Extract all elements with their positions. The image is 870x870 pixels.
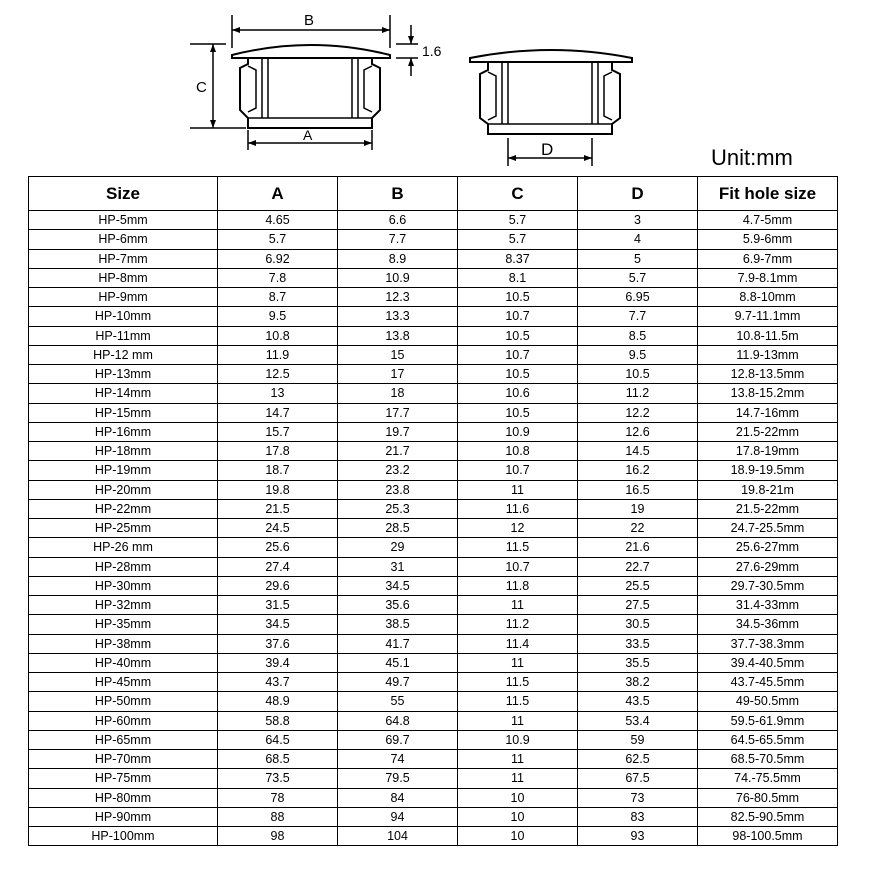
cell-size: HP-18mm [29, 442, 218, 461]
cell-fit-hole-size: 12.8-13.5mm [698, 365, 838, 384]
label-a: A [303, 127, 313, 143]
cell-c: 11 [458, 653, 578, 672]
cell-d: 14.5 [578, 442, 698, 461]
cell-b: 79.5 [338, 769, 458, 788]
cell-size: HP-45mm [29, 673, 218, 692]
cell-size: HP-90mm [29, 807, 218, 826]
cell-fit-hole-size: 11.9-13mm [698, 345, 838, 364]
cell-c: 8.37 [458, 249, 578, 268]
cell-b: 31 [338, 557, 458, 576]
cell-c: 10 [458, 807, 578, 826]
table-row [29, 557, 838, 576]
table-row [29, 480, 838, 499]
spec-table [28, 176, 838, 846]
cell-size: HP-14mm [29, 384, 218, 403]
cell-c: 11.5 [458, 673, 578, 692]
cell-b: 8.9 [338, 249, 458, 268]
cell-c: 10.5 [458, 403, 578, 422]
cell-d: 25.5 [578, 576, 698, 595]
cell-d: 33.5 [578, 634, 698, 653]
cell-size: HP-70mm [29, 750, 218, 769]
cell-a: 25.6 [218, 538, 338, 557]
cell-d: 67.5 [578, 769, 698, 788]
cell-fit-hole-size: 27.6-29mm [698, 557, 838, 576]
cell-b: 84 [338, 788, 458, 807]
cell-b: 21.7 [338, 442, 458, 461]
cell-d: 73 [578, 788, 698, 807]
header-c: C [458, 177, 578, 211]
cell-size: HP-15mm [29, 403, 218, 422]
cell-a: 68.5 [218, 750, 338, 769]
cell-b: 13.3 [338, 307, 458, 326]
cell-fit-hole-size: 74.-75.5mm [698, 769, 838, 788]
cell-b: 6.6 [338, 211, 458, 230]
cell-b: 45.1 [338, 653, 458, 672]
cell-size: HP-11mm [29, 326, 218, 345]
cell-d: 12.6 [578, 422, 698, 441]
cell-size: HP-75mm [29, 769, 218, 788]
cell-b: 35.6 [338, 596, 458, 615]
cell-d: 3 [578, 211, 698, 230]
cell-b: 104 [338, 827, 458, 846]
cell-d: 9.5 [578, 345, 698, 364]
cell-a: 7.8 [218, 268, 338, 287]
cell-c: 11 [458, 480, 578, 499]
cell-c: 11 [458, 596, 578, 615]
cell-b: 94 [338, 807, 458, 826]
cell-a: 73.5 [218, 769, 338, 788]
cell-a: 78 [218, 788, 338, 807]
cell-c: 8.1 [458, 268, 578, 287]
cell-d: 62.5 [578, 750, 698, 769]
cell-b: 29 [338, 538, 458, 557]
cell-a: 13 [218, 384, 338, 403]
cell-fit-hole-size: 7.9-8.1mm [698, 268, 838, 287]
table-row [29, 711, 838, 730]
table-row [29, 576, 838, 595]
cell-size: HP-50mm [29, 692, 218, 711]
table-row [29, 538, 838, 557]
cell-a: 98 [218, 827, 338, 846]
cell-size: HP-10mm [29, 307, 218, 326]
cell-c: 10.9 [458, 422, 578, 441]
cell-fit-hole-size: 14.7-16mm [698, 403, 838, 422]
cell-fit-hole-size: 24.7-25.5mm [698, 519, 838, 538]
cell-b: 17 [338, 365, 458, 384]
cell-b: 19.7 [338, 422, 458, 441]
cell-d: 27.5 [578, 596, 698, 615]
cell-d: 38.2 [578, 673, 698, 692]
cell-fit-hole-size: 64.5-65.5mm [698, 730, 838, 749]
header-a: A [218, 177, 338, 211]
cell-c: 11.6 [458, 499, 578, 518]
cell-d: 22.7 [578, 557, 698, 576]
cell-size: HP-32mm [29, 596, 218, 615]
cell-d: 43.5 [578, 692, 698, 711]
table-row [29, 519, 838, 538]
table-header-row [29, 177, 838, 211]
cell-d: 30.5 [578, 615, 698, 634]
cell-fit-hole-size: 29.7-30.5mm [698, 576, 838, 595]
cell-c: 10.5 [458, 326, 578, 345]
cell-c: 12 [458, 519, 578, 538]
cell-a: 29.6 [218, 576, 338, 595]
cell-fit-hole-size: 5.9-6mm [698, 230, 838, 249]
cell-a: 24.5 [218, 519, 338, 538]
cell-b: 15 [338, 345, 458, 364]
cell-c: 10.6 [458, 384, 578, 403]
table-row [29, 769, 838, 788]
cell-a: 4.65 [218, 211, 338, 230]
table-row [29, 365, 838, 384]
cell-size: HP-22mm [29, 499, 218, 518]
cell-d: 5.7 [578, 268, 698, 287]
cell-a: 15.7 [218, 422, 338, 441]
cell-d: 93 [578, 827, 698, 846]
header-size: Size [29, 177, 218, 211]
cell-fit-hole-size: 6.9-7mm [698, 249, 838, 268]
cell-a: 8.7 [218, 288, 338, 307]
table-row [29, 345, 838, 364]
cell-d: 59 [578, 730, 698, 749]
cell-a: 14.7 [218, 403, 338, 422]
header-d: D [578, 177, 698, 211]
cell-b: 7.7 [338, 230, 458, 249]
cell-d: 11.2 [578, 384, 698, 403]
table-row [29, 750, 838, 769]
label-thickness: 1.6 [422, 43, 442, 59]
cell-b: 74 [338, 750, 458, 769]
table-row [29, 692, 838, 711]
cell-d: 21.6 [578, 538, 698, 557]
cell-size: HP-35mm [29, 615, 218, 634]
cell-size: HP-12 mm [29, 345, 218, 364]
header-b: B [338, 177, 458, 211]
cell-b: 55 [338, 692, 458, 711]
table-row [29, 653, 838, 672]
cell-d: 6.95 [578, 288, 698, 307]
cell-size: HP-9mm [29, 288, 218, 307]
cell-b: 10.9 [338, 268, 458, 287]
cell-d: 4 [578, 230, 698, 249]
cell-fit-hole-size: 49-50.5mm [698, 692, 838, 711]
cell-b: 38.5 [338, 615, 458, 634]
cell-fit-hole-size: 10.8-11.5m [698, 326, 838, 345]
table-row [29, 230, 838, 249]
cell-size: HP-80mm [29, 788, 218, 807]
table-row [29, 596, 838, 615]
label-d: D [541, 140, 554, 159]
cell-a: 19.8 [218, 480, 338, 499]
cell-fit-hole-size: 76-80.5mm [698, 788, 838, 807]
cell-fit-hole-size: 82.5-90.5mm [698, 807, 838, 826]
cell-size: HP-65mm [29, 730, 218, 749]
cell-fit-hole-size: 19.8-21m [698, 480, 838, 499]
cell-size: HP-40mm [29, 653, 218, 672]
cell-d: 16.5 [578, 480, 698, 499]
cell-c: 10.5 [458, 365, 578, 384]
cell-b: 41.7 [338, 634, 458, 653]
cell-c: 11 [458, 711, 578, 730]
cell-a: 10.8 [218, 326, 338, 345]
cell-size: HP-25mm [29, 519, 218, 538]
cell-b: 23.8 [338, 480, 458, 499]
cell-d: 19 [578, 499, 698, 518]
cell-c: 10 [458, 827, 578, 846]
cell-b: 23.2 [338, 461, 458, 480]
unit-label: Unit:mm [711, 145, 793, 170]
cell-b: 18 [338, 384, 458, 403]
cell-b: 34.5 [338, 576, 458, 595]
table-row [29, 499, 838, 518]
cell-c: 10.5 [458, 288, 578, 307]
table-row [29, 827, 838, 846]
cell-a: 64.5 [218, 730, 338, 749]
cell-fit-hole-size: 37.7-38.3mm [698, 634, 838, 653]
cell-b: 13.8 [338, 326, 458, 345]
cell-a: 6.92 [218, 249, 338, 268]
cell-b: 25.3 [338, 499, 458, 518]
cell-size: HP-26 mm [29, 538, 218, 557]
cell-c: 10.7 [458, 461, 578, 480]
cell-b: 49.7 [338, 673, 458, 692]
cell-fit-hole-size: 31.4-33mm [698, 596, 838, 615]
cell-a: 58.8 [218, 711, 338, 730]
cell-a: 9.5 [218, 307, 338, 326]
cell-a: 31.5 [218, 596, 338, 615]
cell-size: HP-28mm [29, 557, 218, 576]
table-row [29, 288, 838, 307]
table-row [29, 268, 838, 287]
cell-fit-hole-size: 68.5-70.5mm [698, 750, 838, 769]
cell-a: 27.4 [218, 557, 338, 576]
cell-size: HP-7mm [29, 249, 218, 268]
cell-size: HP-6mm [29, 230, 218, 249]
cell-d: 16.2 [578, 461, 698, 480]
cell-b: 28.5 [338, 519, 458, 538]
cell-d: 8.5 [578, 326, 698, 345]
cell-d: 12.2 [578, 403, 698, 422]
cell-c: 11.8 [458, 576, 578, 595]
label-c: C [196, 79, 207, 96]
cell-fit-hole-size: 21.5-22mm [698, 499, 838, 518]
cell-size: HP-38mm [29, 634, 218, 653]
cell-c: 11 [458, 750, 578, 769]
cell-size: HP-13mm [29, 365, 218, 384]
cell-size: HP-30mm [29, 576, 218, 595]
table-row [29, 807, 838, 826]
cell-fit-hole-size: 17.8-19mm [698, 442, 838, 461]
cell-a: 17.8 [218, 442, 338, 461]
cell-d: 5 [578, 249, 698, 268]
table-row [29, 461, 838, 480]
cell-d: 10.5 [578, 365, 698, 384]
table-row [29, 673, 838, 692]
label-b: B [304, 12, 315, 29]
cell-fit-hole-size: 18.9-19.5mm [698, 461, 838, 480]
table-row [29, 249, 838, 268]
table-row [29, 422, 838, 441]
table-row [29, 615, 838, 634]
table-row [29, 211, 838, 230]
cell-fit-hole-size: 59.5-61.9mm [698, 711, 838, 730]
cell-c: 10.7 [458, 557, 578, 576]
cell-c: 11.5 [458, 538, 578, 557]
table-row [29, 634, 838, 653]
cell-fit-hole-size: 98-100.5mm [698, 827, 838, 846]
cell-a: 34.5 [218, 615, 338, 634]
table-row [29, 442, 838, 461]
cell-c: 10.7 [458, 345, 578, 364]
cell-c: 10.9 [458, 730, 578, 749]
cell-c: 10.7 [458, 307, 578, 326]
cell-c: 5.7 [458, 230, 578, 249]
header-fit-hole-size: Fit hole size [698, 177, 838, 211]
cell-fit-hole-size: 9.7-11.1mm [698, 307, 838, 326]
cell-fit-hole-size: 8.8-10mm [698, 288, 838, 307]
table-row [29, 307, 838, 326]
table-row [29, 384, 838, 403]
cell-c: 10 [458, 788, 578, 807]
cell-size: HP-20mm [29, 480, 218, 499]
cell-b: 17.7 [338, 403, 458, 422]
cell-d: 7.7 [578, 307, 698, 326]
cell-a: 48.9 [218, 692, 338, 711]
cell-d: 53.4 [578, 711, 698, 730]
table-body [29, 211, 838, 846]
cell-fit-hole-size: 39.4-40.5mm [698, 653, 838, 672]
cell-size: HP-19mm [29, 461, 218, 480]
cell-size: HP-100mm [29, 827, 218, 846]
cell-fit-hole-size: 43.7-45.5mm [698, 673, 838, 692]
cell-a: 18.7 [218, 461, 338, 480]
cell-fit-hole-size: 21.5-22mm [698, 422, 838, 441]
cell-a: 39.4 [218, 653, 338, 672]
cell-d: 35.5 [578, 653, 698, 672]
table-row [29, 730, 838, 749]
cell-a: 12.5 [218, 365, 338, 384]
cell-fit-hole-size: 13.8-15.2mm [698, 384, 838, 403]
cell-a: 37.6 [218, 634, 338, 653]
cell-a: 5.7 [218, 230, 338, 249]
cell-size: HP-5mm [29, 211, 218, 230]
cell-a: 43.7 [218, 673, 338, 692]
cell-size: HP-16mm [29, 422, 218, 441]
cell-d: 83 [578, 807, 698, 826]
cell-c: 10.8 [458, 442, 578, 461]
cell-d: 22 [578, 519, 698, 538]
table-row [29, 326, 838, 345]
cell-c: 11 [458, 769, 578, 788]
cell-size: HP-8mm [29, 268, 218, 287]
cell-b: 12.3 [338, 288, 458, 307]
cell-fit-hole-size: 4.7-5mm [698, 211, 838, 230]
cell-b: 69.7 [338, 730, 458, 749]
cell-a: 88 [218, 807, 338, 826]
cell-b: 64.8 [338, 711, 458, 730]
cell-fit-hole-size: 25.6-27mm [698, 538, 838, 557]
cell-c: 11.4 [458, 634, 578, 653]
cell-a: 11.9 [218, 345, 338, 364]
cell-size: HP-60mm [29, 711, 218, 730]
cell-fit-hole-size: 34.5-36mm [698, 615, 838, 634]
table-row [29, 788, 838, 807]
cell-c: 5.7 [458, 211, 578, 230]
table-row [29, 403, 838, 422]
cell-c: 11.5 [458, 692, 578, 711]
cell-c: 11.2 [458, 615, 578, 634]
cell-a: 21.5 [218, 499, 338, 518]
